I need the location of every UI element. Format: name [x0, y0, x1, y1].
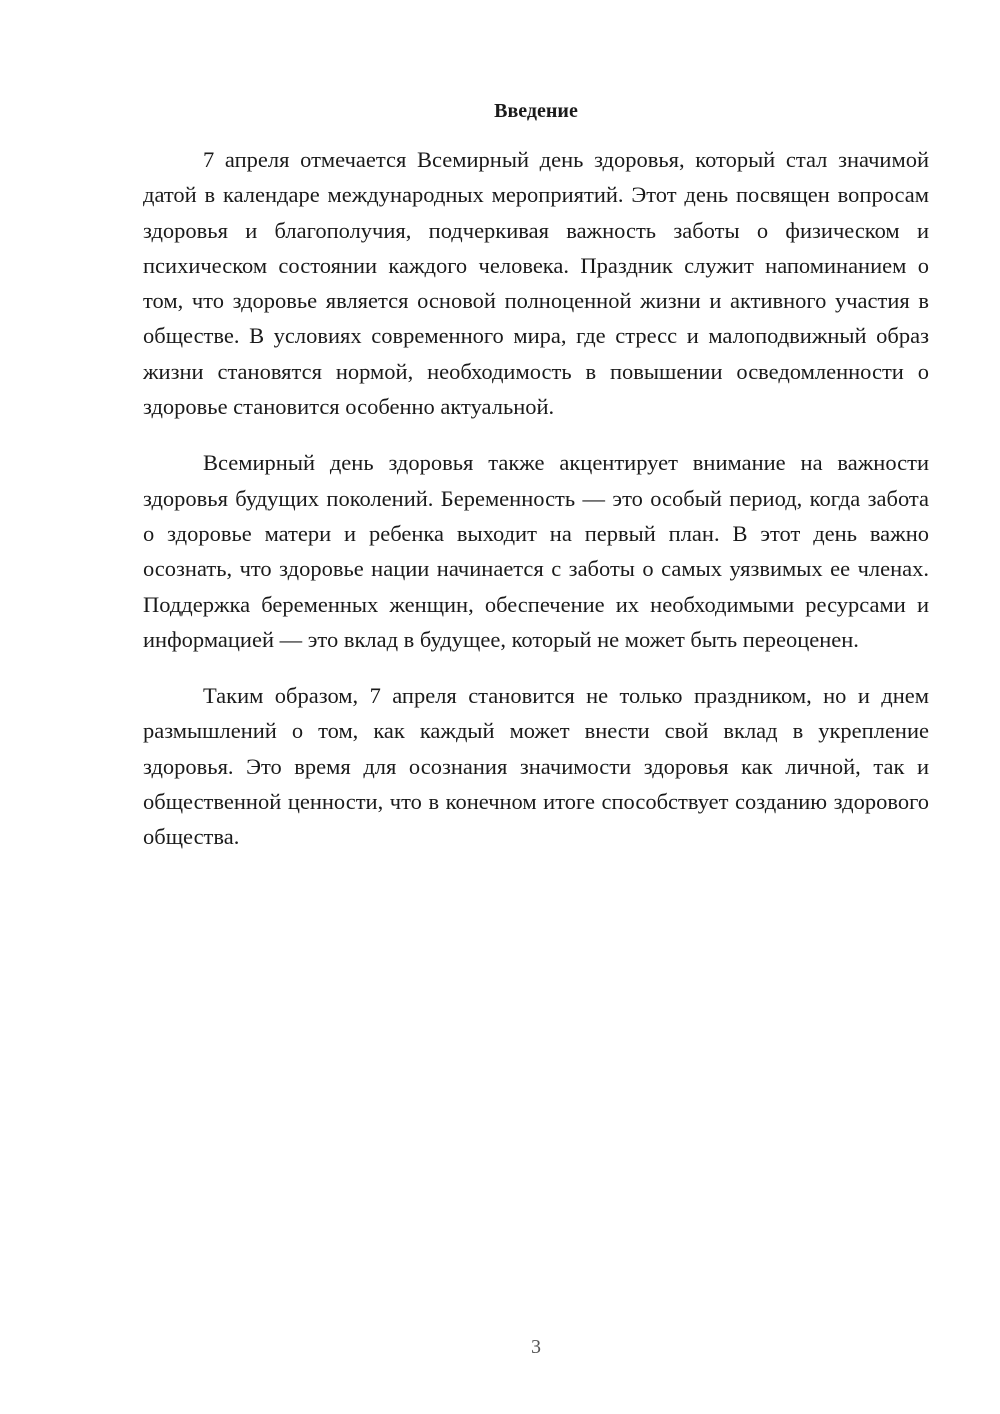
- paragraph-2: Всемирный день здоровья также акцентирует внимание на важности здоровья будущих поколений. Беременность — это особый период, когда забота о здоровье матери и ребенка выходит на первый план. В этот день важно осознать, что здоровье нации начинается с заботы о самых уязвимых ее членах. Поддержка беременных женщин, обеспечение их необходимыми ресурсами и информацией — это вклад в будущее, который не может быть переоценен.: [143, 450, 929, 652]
- paragraph-1: 7 апреля отмечается Всемирный день здоровья, который стал значимой датой в календаре международных мероприятий. Этот день посвящен вопросам здоровья и благополучия, подчеркивая важность заботы о физическом и психическом состоянии каждого человека. Праздник служит напоминанием о том, что здоровье является основой полноценной жизни и активного участия в обществе. В условиях современного мира, где стресс и малоподвижный образ жизни становятся нормой, необходимость в повышении осведомленности о здоровье становится особенно актуальной.: [143, 147, 929, 420]
- section-heading: Введение: [494, 100, 578, 122]
- paragraph-3: Таким образом, 7 апреля становится не только праздником, но и днем размышлений о том, как каждый может внести свой вклад в укрепление здоровья. Это время для осознания значимости здоровья как личной, так и общественной ценности, что в конечном итоге способствует созданию здорового общества.: [143, 683, 929, 850]
- body-text: [143, 142, 929, 876]
- page-number: 3: [531, 1336, 541, 1358]
